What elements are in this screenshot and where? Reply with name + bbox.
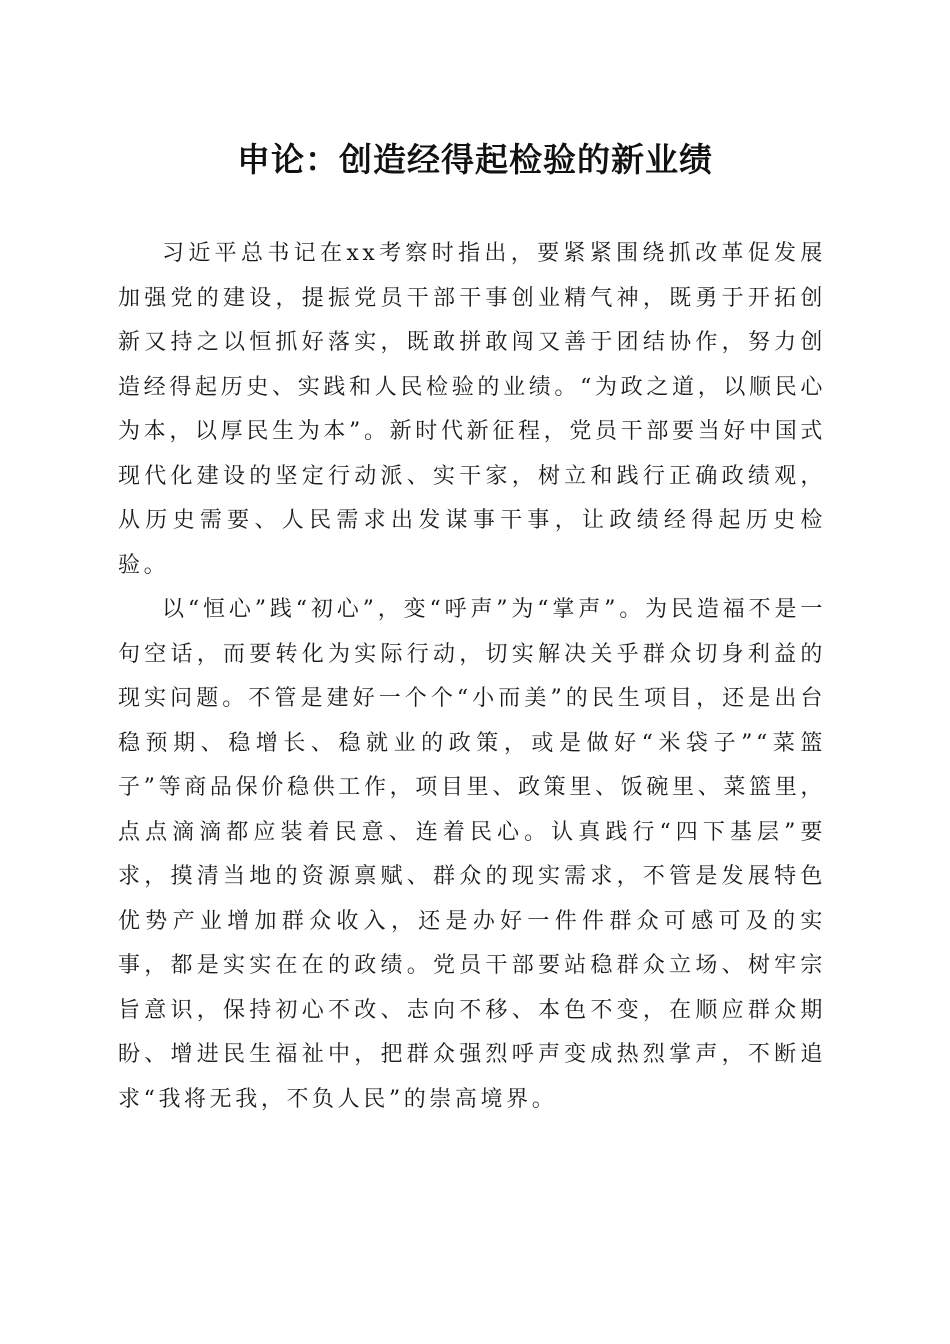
document-body [118,232,826,1122]
document-title: 申论：创造经得起检验的新业绩 [237,140,713,179]
paragraph-2: 以“恒心”践“初心”，变“呼声”为“掌声”。为民造福不是一句空话，而要转化为实际行动，切实解决关乎群众切身利益的现实问题。不管是建好一个个“小而美”的民生项目，还是出台稳预期、稳增长、稳就业的政策，或是做好“米袋子”“菜篮子”等商品保价稳供工作，项目里、政策里、饭碗里、菜篮里，点点滴滴都应装着民意、连着民心。认真践行“四下基层”要求，摸清当地的资源禀赋、群众的现实需求，不管是发展特色优势产业增加群众收入，还是办好一件件群众可感可及的实事，都是实实在在的政绩。党员干部要站稳群众立场、树牢宗旨意识，保持初心不改、志向不移、本色不变，在顺应群众期盼、增进民生福祉中，把群众强烈呼声变成热烈掌声，不断追求“我将无我，不负人民”的崇高境界。 [118,597,826,1112]
paragraph-1: 习近平总书记在xx考察时指出，要紧紧围绕抓改革促发展加强党的建设，提振党员干部干事创业精气神，既勇于开拓创新又持之以恒抓好落实，既敢拼敢闯又善于团结协作，努力创造经得起历史、实践和人民检验的业绩。“为政之道，以顺民心为本，以厚民生为本”。新时代新征程，党员干部要当好中国式现代化建设的坚定行动派、实干家，树立和践行正确政绩观，从历史需要、人民需求出发谋事干事，让政绩经得起历史检验。 [118,241,826,578]
